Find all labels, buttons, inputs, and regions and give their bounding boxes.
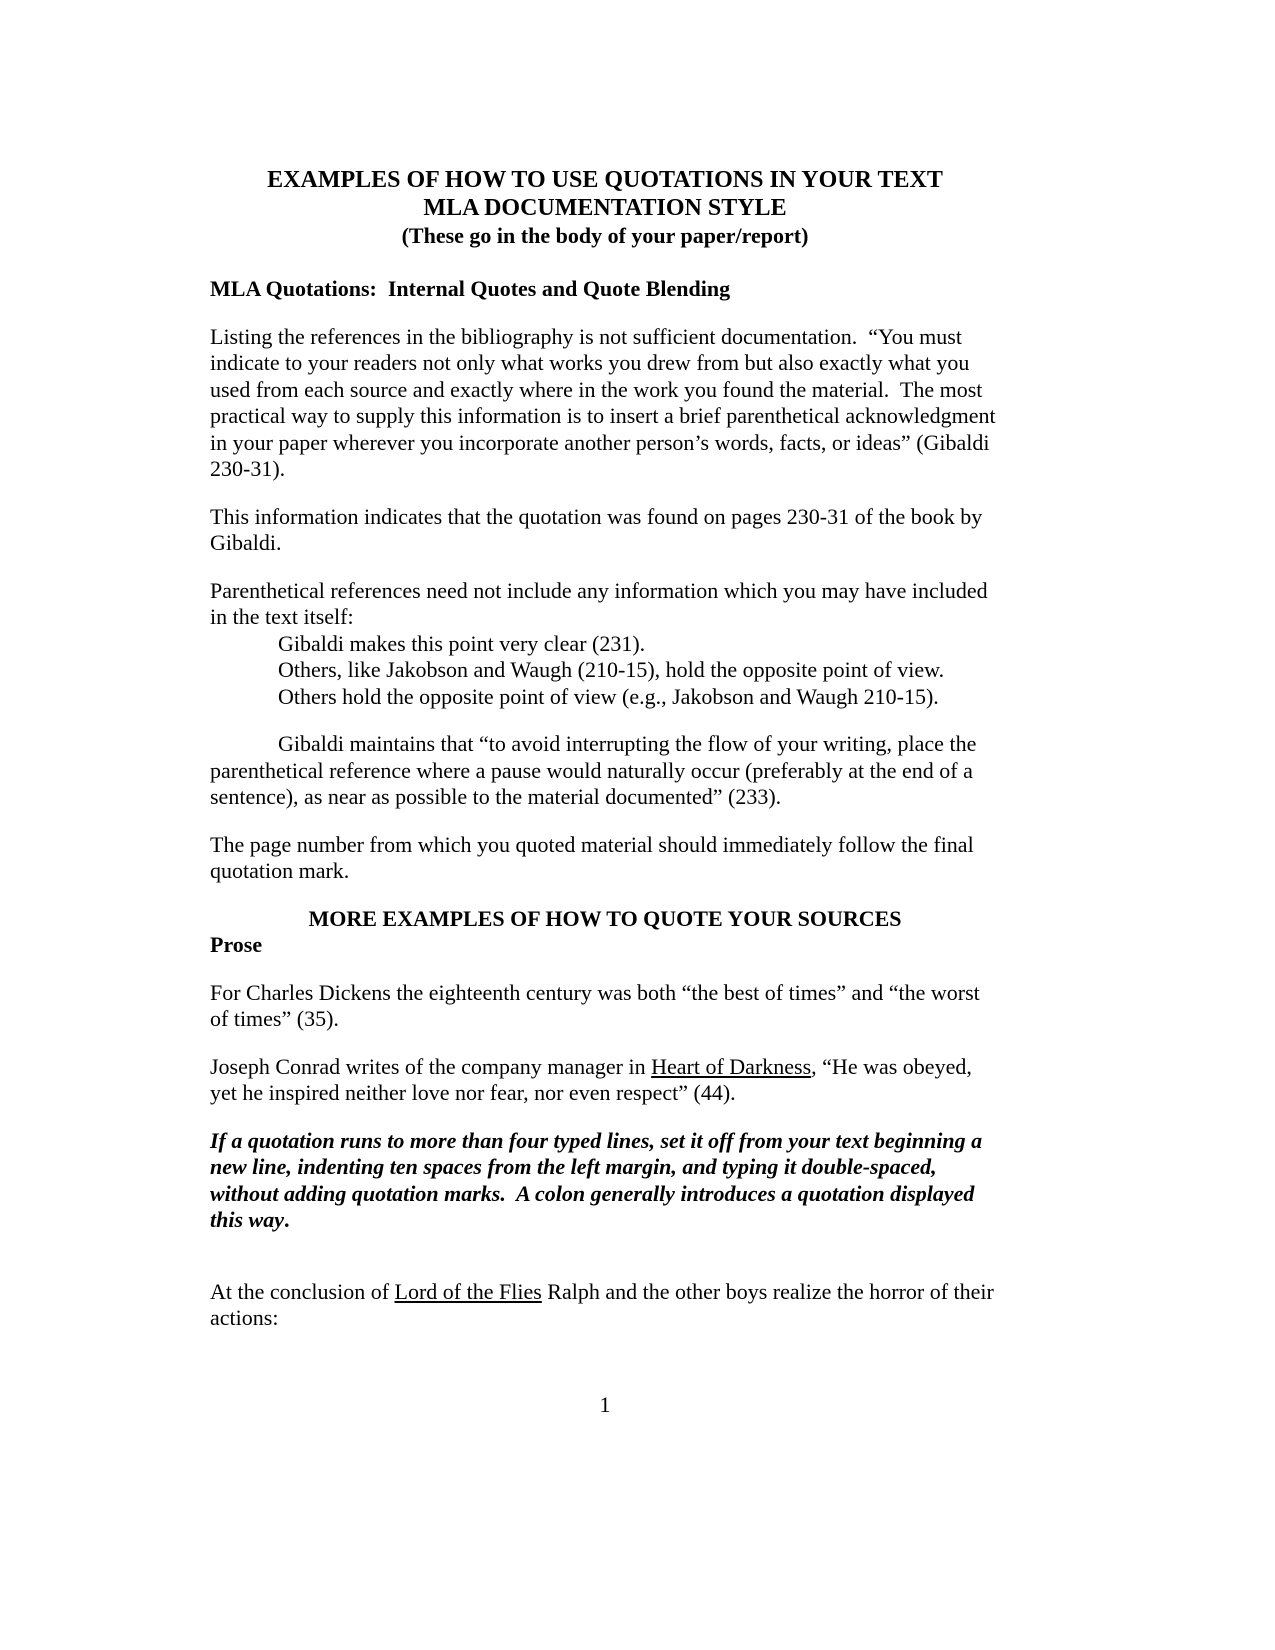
- block-quotation-rule-text: If a quotation runs to more than four typed lines, set it off from your text beginning a new line, indenting ten spaces from the left margin, and typing it double-spaced, without adding quotation marks. A colon generally introduces a quotation displayed this way: [210, 1127, 988, 1232]
- paragraph-listing-references: Listing the references in the bibliography is not sufficient documentation. “You must indicate to your readers not only what works you drew from but also exactly what you used from each source and exactly where in the work you found the material. The most practical way to supply this information is to insert a brief parenthetical acknowledgment in your paper wherever you incorporate another person’s words, facts, or ideas” (Gibaldi 230-31).: [210, 323, 1002, 481]
- page-number: 1: [599, 1392, 611, 1417]
- example-line-gibaldi-clear: Gibaldi makes this point very clear (231).: [278, 630, 646, 656]
- paragraph-dickens: For Charles Dickens the eighteenth century was both “the best of times” and “the worst of times” (35).: [210, 979, 986, 1031]
- section-heading-mla-quotations: MLA Quotations: Internal Quotes and Quote Blending: [210, 276, 731, 301]
- conrad-text-before: Joseph Conrad writes of the company manager in: [210, 1053, 652, 1079]
- paragraph-parenthetical-references: [210, 578, 1000, 711]
- paragraph-page-number-rule: The page number from which you quoted material should immediately follow the final quotation mark.: [210, 831, 980, 883]
- parenthetical-intro-text: Parenthetical references need not include any information which you may have included in the text itself:: [210, 577, 994, 629]
- paragraph-gibaldi-maintains: Gibaldi maintains that “to avoid interrupting the flow of your writing, place the parenthetical reference where a pause would naturally occur (preferably at the end of a sentence), as near as possible to the material documented” (233).: [210, 731, 982, 809]
- subheading-prose: Prose: [210, 932, 263, 957]
- flies-text-after: Ralph and the other boys realize the horror of their actions:: [210, 1278, 1000, 1330]
- conrad-text-after: , “He was obeyed, yet he inspired neither love nor fear, nor even respect” (44).: [210, 1053, 978, 1105]
- title-line-1: EXAMPLES OF HOW TO USE QUOTATIONS IN YOUR TEXT: [267, 167, 943, 193]
- heading-more-examples: MORE EXAMPLES OF HOW TO QUOTE YOUR SOURCES: [308, 905, 902, 931]
- book-title-heart-of-darkness: Heart of Darkness: [651, 1053, 812, 1079]
- title-line-2: MLA DOCUMENTATION STYLE: [423, 195, 787, 221]
- flies-text-before: At the conclusion of: [210, 1278, 395, 1304]
- block-quotation-rule-period: .: [283, 1207, 290, 1232]
- paragraph-conrad: [210, 1054, 1000, 1107]
- example-line-jakobson-waugh: Others, like Jakobson and Waugh (210-15), hold the opposite point of view.: [278, 657, 945, 682]
- paragraph-this-information: This information indicates that the quotation was found on pages 230-31 of the book by Gibaldi.: [210, 503, 988, 555]
- paragraph-block-quotation-rule: [210, 1128, 1000, 1234]
- title-line-3: (These go in the body of your paper/report): [401, 223, 809, 248]
- book-title-lord-of-the-flies: Lord of the Flies: [394, 1278, 542, 1304]
- example-line-opposite-view: Others hold the opposite point of view (e.g., Jakobson and Waugh 210-15).: [278, 683, 939, 709]
- title-block: [210, 166, 1000, 250]
- paragraph-lord-of-the-flies: [210, 1279, 1000, 1332]
